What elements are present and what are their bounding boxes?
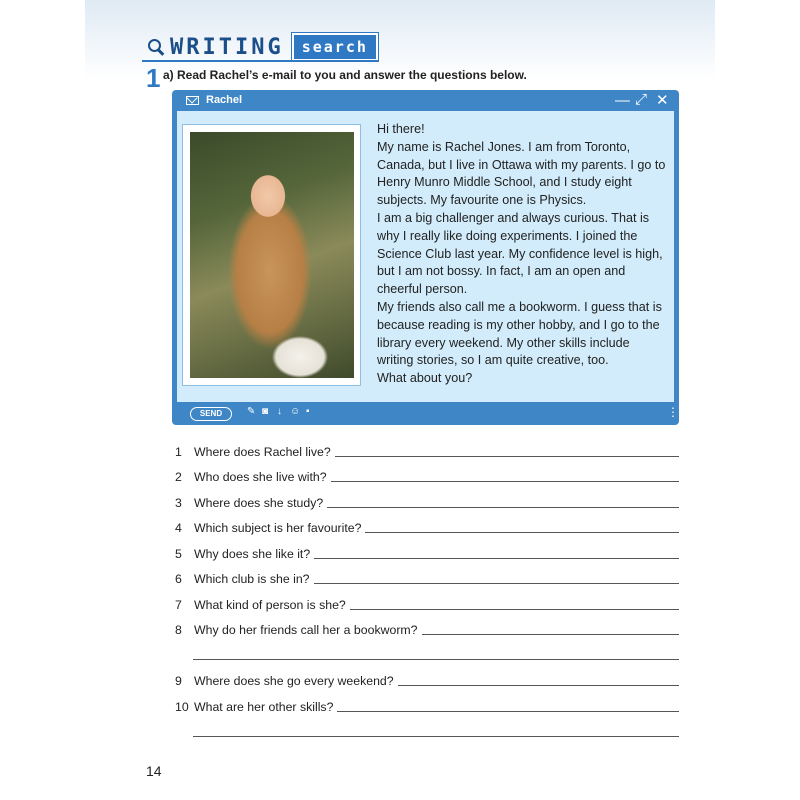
question-text: What are her other skills? [194,700,334,714]
email-paragraph: What about you? [377,371,473,386]
profile-photo [190,132,354,378]
answer-line[interactable] [337,710,679,712]
question-item [175,672,679,688]
answer-line[interactable] [398,684,679,686]
send-button[interactable]: SEND [190,407,232,421]
search-icon [146,37,166,57]
answer-line[interactable] [365,531,679,533]
photo-frame [182,124,361,386]
minimize-icon[interactable]: — [615,92,630,109]
question-number: 1 [175,445,182,459]
email-paragraph: My name is Rachel Jones. I am from Toronto, Canada, but I live in Ottawa with my parents. I go to Henry Munro Middle School, and I study eight subjects. My favourite one is Physics. [377,139,666,208]
question-item [175,468,679,484]
question-number: 4 [175,521,182,535]
answer-line[interactable] [335,455,679,457]
header-underline [142,60,378,62]
section-title: WRITING [170,34,284,60]
question-item [175,545,679,561]
email-message [377,121,669,388]
question-number: 5 [175,547,182,561]
answer-line[interactable] [422,633,680,635]
question-text: Where does she go every weekend? [194,674,394,688]
question-number: 2 [175,470,182,484]
expand-icon[interactable]: ⤢ [635,91,648,108]
email-sender: Rachel [206,94,243,106]
question-number: 10 [175,700,189,714]
microphone-icon[interactable]: ↓ [277,406,282,417]
question-text: What kind of person is she? [194,598,346,612]
email-paragraph: Hi there! [377,122,425,136]
email-window [172,90,679,425]
task-instruction: a) Read Rachel’s e-mail to you and answer the questions below. [163,68,527,82]
question-number: 6 [175,572,182,586]
question-number: 7 [175,598,182,612]
email-titlebar [172,90,679,110]
question-item [175,570,679,586]
question-number: 8 [175,623,182,637]
emoji-icon[interactable]: ☺ [290,406,301,417]
answer-line[interactable] [193,736,679,737]
question-number: 9 [175,674,182,688]
email-body [177,111,674,402]
trash-icon[interactable]: ▪ [306,406,310,417]
answer-line[interactable] [193,659,679,660]
page-number: 14 [146,763,162,779]
question-text: Which subject is her favourite? [194,521,362,535]
answer-line[interactable] [314,582,679,584]
question-text: Who does she live with? [194,470,327,484]
question-item [175,443,679,459]
more-options-icon[interactable]: ⋮ [667,405,679,419]
question-text: Why does she like it? [194,547,311,561]
answer-line[interactable] [314,557,679,559]
section-subtitle: search [292,33,378,61]
envelope-icon [186,96,199,105]
question-text: Which club is she in? [194,572,310,586]
email-paragraph: I am a big challenger and always curious. That is why I really like doing experiments. I joined the Science Club last year. My confidence level is high, but I am not bossy. In fact, I am an open and cheerful person. [377,210,663,297]
answer-line[interactable] [331,480,679,482]
question-text: Where does she study? [194,496,324,510]
question-item [175,494,679,510]
image-icon[interactable]: ◙ [262,406,269,417]
section-header [146,33,378,61]
question-item [175,621,679,637]
close-icon[interactable]: ✕ [656,92,669,109]
question-text: Why do her friends call her a bookworm? [194,623,418,637]
answer-line[interactable] [327,506,679,508]
question-number: 3 [175,496,182,510]
paperclip-icon[interactable]: ✎ [247,406,256,417]
task-number: 1 [146,63,161,93]
email-toolbar [172,402,679,425]
answer-line[interactable] [350,608,679,610]
question-item [175,698,679,714]
question-item [175,596,679,612]
question-text: Where does Rachel live? [194,445,331,459]
email-paragraph: My friends also call me a bookworm. I guess that is because reading is my other hobby, and I go to the library every weekend. My other skills include writing stories, so I am quite creative, too. [377,299,662,368]
question-item [175,519,679,535]
